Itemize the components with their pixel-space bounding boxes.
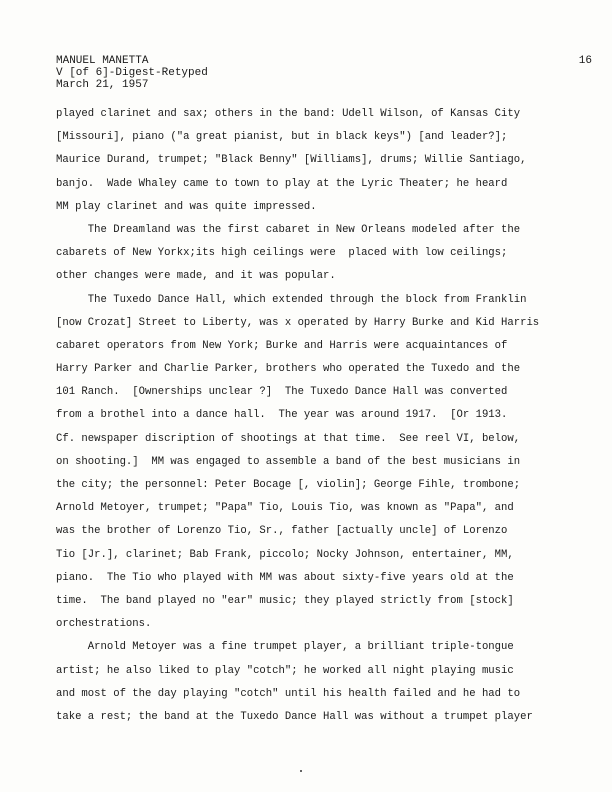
text-line: was the brother of Lorenzo Tio, Sr., father [actually uncle] of Lorenzo xyxy=(56,525,508,538)
header-name: MANUEL MANETTA xyxy=(56,55,149,67)
text-line: The Dreamland was the first cabaret in New Orleans modeled after the xyxy=(56,223,521,236)
text-line: take a rest; the band at the Tuxedo Dance Hall was without a trumpet player xyxy=(56,710,533,723)
text-line: time. The band played no "ear" music; they played strictly from [stock] xyxy=(56,594,514,607)
page-number: 16 xyxy=(578,55,592,67)
text-line: cabaret operators from New York; Burke and Harris were acquaintances of xyxy=(56,339,508,352)
text-line: Harry Parker and Charlie Parker, brothers who operated the Tuxedo and the xyxy=(56,363,521,376)
text-line: artist; he also liked to play "cotch"; he worked all night playing music xyxy=(56,664,514,677)
header-date: March 21, 1957 xyxy=(56,79,149,91)
header-reel-info: V [of 6]-Digest-Retyped xyxy=(56,67,208,79)
text-line: and most of the day playing "cotch" until his health failed and he had to xyxy=(56,687,521,700)
text-line: The Tuxedo Dance Hall, which extended through the block from Franklin xyxy=(56,293,527,306)
text-line: piano. The Tio who played with MM was about sixty-five years old at the xyxy=(56,571,514,584)
text-line: [now Crozat] Street to Liberty, was x operated by Harry Burke and Kid Harris xyxy=(56,316,540,329)
document-header xyxy=(56,55,208,91)
text-line: the city; the personnel: Peter Bocage [, violin]; George Fihle, trombone; xyxy=(56,479,521,491)
text-line: played clarinet and sax; others in the band: Udell Wilson, of Kansas City xyxy=(56,108,521,120)
transcript-body xyxy=(56,103,604,729)
text-line: Tio [Jr.], clarinet; Bab Frank, piccolo; Nocky Johnson, entertainer, MM, xyxy=(56,548,514,561)
text-line: MM play clarinet and was quite impressed. xyxy=(56,200,317,213)
text-line: on shooting.] MM was engaged to assemble a band of the best musicians in xyxy=(56,455,521,468)
text-line: [Missouri], piano ("a great pianist, but in black keys") [and leader?]; xyxy=(56,131,508,144)
text-line: from a brothel into a dance hall. The year was around 1917. [Or 1913. xyxy=(56,409,508,422)
text-line: Arnold Metoyer was a fine trumpet player, a brilliant triple-tongue xyxy=(56,641,514,654)
text-line: Maurice Durand, trumpet; "Black Benny" [Williams], drums; Willie Santiago, xyxy=(56,154,527,167)
text-line: Cf. newspaper discription of shootings at that time. See reel VI, below, xyxy=(56,432,521,445)
text-line: Arnold Metoyer, trumpet; "Papa" Tio, Louis Tio, was known as "Papa", and xyxy=(56,502,514,515)
text-line: cabarets of New Yorkx;its high ceilings were placed with low ceilings; xyxy=(56,247,508,260)
text-line: banjo. Wade Whaley came to town to play at the Lyric Theater; he heard xyxy=(56,177,508,190)
text-line: other changes were made, and it was popular. xyxy=(56,270,336,283)
ink-speck xyxy=(300,770,302,772)
text-line: orchestrations. xyxy=(56,618,152,631)
text-line: 101 Ranch. [Ownerships unclear ?] The Tuxedo Dance Hall was converted xyxy=(56,386,508,399)
